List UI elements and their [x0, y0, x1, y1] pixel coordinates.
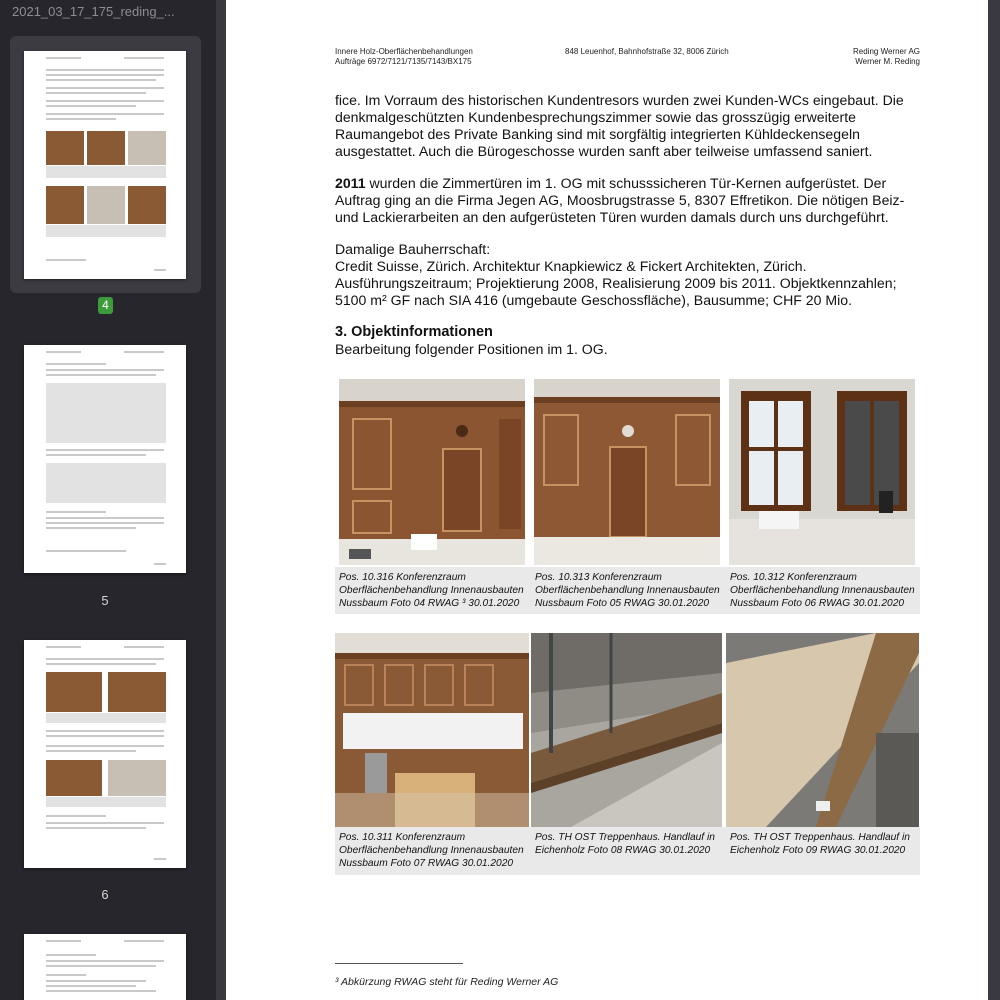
paragraph-3 — [335, 241, 919, 309]
caption-photo-06: Pos. 10.312 Konferenzraum Oberflächenbehandlung Innenausbauten Nussbaum Foto 06 RWAG 30.01.2020 — [726, 567, 920, 614]
caption-photo-04: Pos. 10.316 Konferenzraum Oberflächenbehandlung Innenausbauten Nussbaum Foto 04 RWAG ³ 30.01.2020 — [335, 567, 531, 614]
page-label-6: 6 — [101, 887, 109, 902]
sidebar-splitter[interactable] — [216, 0, 226, 1000]
caption-photo-05: Pos. 10.313 Konferenzraum Oberflächenbehandlung Innenausbauten Nussbaum Foto 05 RWAG 30.01.2020 — [531, 567, 727, 614]
header-center: 848 Leuenhof, Bahnhofstraße 32, 8006 Zürich — [565, 47, 729, 56]
header-left-line2: Aufträge 6972/7121/7135/7143/BX175 — [335, 57, 472, 66]
photo-konferenzraum-04 — [339, 379, 525, 565]
photo-konferenzraum-07 — [335, 633, 529, 827]
caption-photo-09: Pos. TH OST Treppenhaus. Handlauf in Eichenholz Foto 09 RWAG 30.01.2020 — [726, 827, 920, 875]
page-thumbnail-6[interactable] — [24, 640, 186, 868]
document-page — [226, 0, 988, 1000]
footnote: ³ Abkürzung RWAG steht für Reding Werner AG — [335, 976, 559, 988]
page-label-5: 5 — [101, 593, 109, 608]
paragraph-2-text: wurden die Zimmertüren im 1. OG mit schusssicheren Tür-Kernen aufgerüstet. Der Auftrag ging an die Firma Jegen AG, Moosbrugstrasse 5, 8307 Effretikon. Die nötigen Beiz- und Lackierarbeiten an den aufgerüsteten Türen wurden damals durch uns durchgeführt. — [335, 175, 905, 225]
section-heading: 3. Objektinformationen — [335, 324, 493, 340]
paragraph-3-label: Damalige Bauherrschaft: — [335, 241, 491, 257]
header-right — [853, 47, 920, 67]
document-title: 2021_03_17_175_reding_... — [12, 4, 175, 19]
year-bold: 2011 — [335, 175, 366, 191]
photo-treppenhaus-08 — [531, 633, 722, 827]
paragraph-3-text: Credit Suisse, Zürich. Architektur Knapkiewicz & Fickert Architekten, Zürich. Ausführungszeitraum; Projektierung 2008, Realisierung 2009 bis 2011. Objektkennzahlen; 5100 m² GF nach SIA 416 (umgebaute Geschossfläche), Bausumme; CHF 20 Mio. — [335, 258, 897, 308]
photo-treppenhaus-09 — [726, 633, 919, 827]
photo-konferenzraum-06 — [729, 379, 915, 565]
page-thumbnail-7[interactable] — [24, 934, 186, 1000]
page-thumbnail-4[interactable] — [24, 51, 186, 279]
paragraph-1: fice. Im Vorraum des historischen Kundentresors wurden zwei Kunden-WCs eingebaut. Die denkmalgeschützten Kundenbesprechungszimmer sowie das grosszügig erweiterte Raumangebot des Private Banking sind mit sorgfältig integrierten Kühldeckensegeln ausgestattet. Auch die Bürogeschosse wurden sanft aber teilweise umfassend saniert. — [335, 92, 904, 159]
caption-photo-08: Pos. TH OST Treppenhaus. Handlauf in Eichenholz Foto 08 RWAG 30.01.2020 — [531, 827, 727, 875]
header-left — [335, 47, 473, 67]
current-page-badge: 4 — [98, 297, 113, 314]
section-subheading: Bearbeitung folgender Positionen im 1. OG. — [335, 341, 608, 357]
footnote-rule — [335, 963, 463, 964]
thumbnail-sidebar[interactable] — [0, 0, 217, 1000]
body-text — [335, 92, 919, 358]
header-left-line1: Innere Holz-Oberflächenbehandlungen — [335, 47, 473, 56]
photo-konferenzraum-05 — [534, 379, 720, 565]
caption-photo-07: Pos. 10.311 Konferenzraum Oberflächenbehandlung Innenausbauten Nussbaum Foto 07 RWAG 30.01.2020 — [335, 827, 531, 875]
vertical-scrollbar[interactable] — [988, 0, 1000, 1000]
page-thumbnail-5[interactable] — [24, 345, 186, 573]
paragraph-2 — [335, 175, 919, 226]
header-right-line2: Werner M. Reding — [855, 57, 920, 66]
header-right-line1: Reding Werner AG — [853, 47, 920, 56]
